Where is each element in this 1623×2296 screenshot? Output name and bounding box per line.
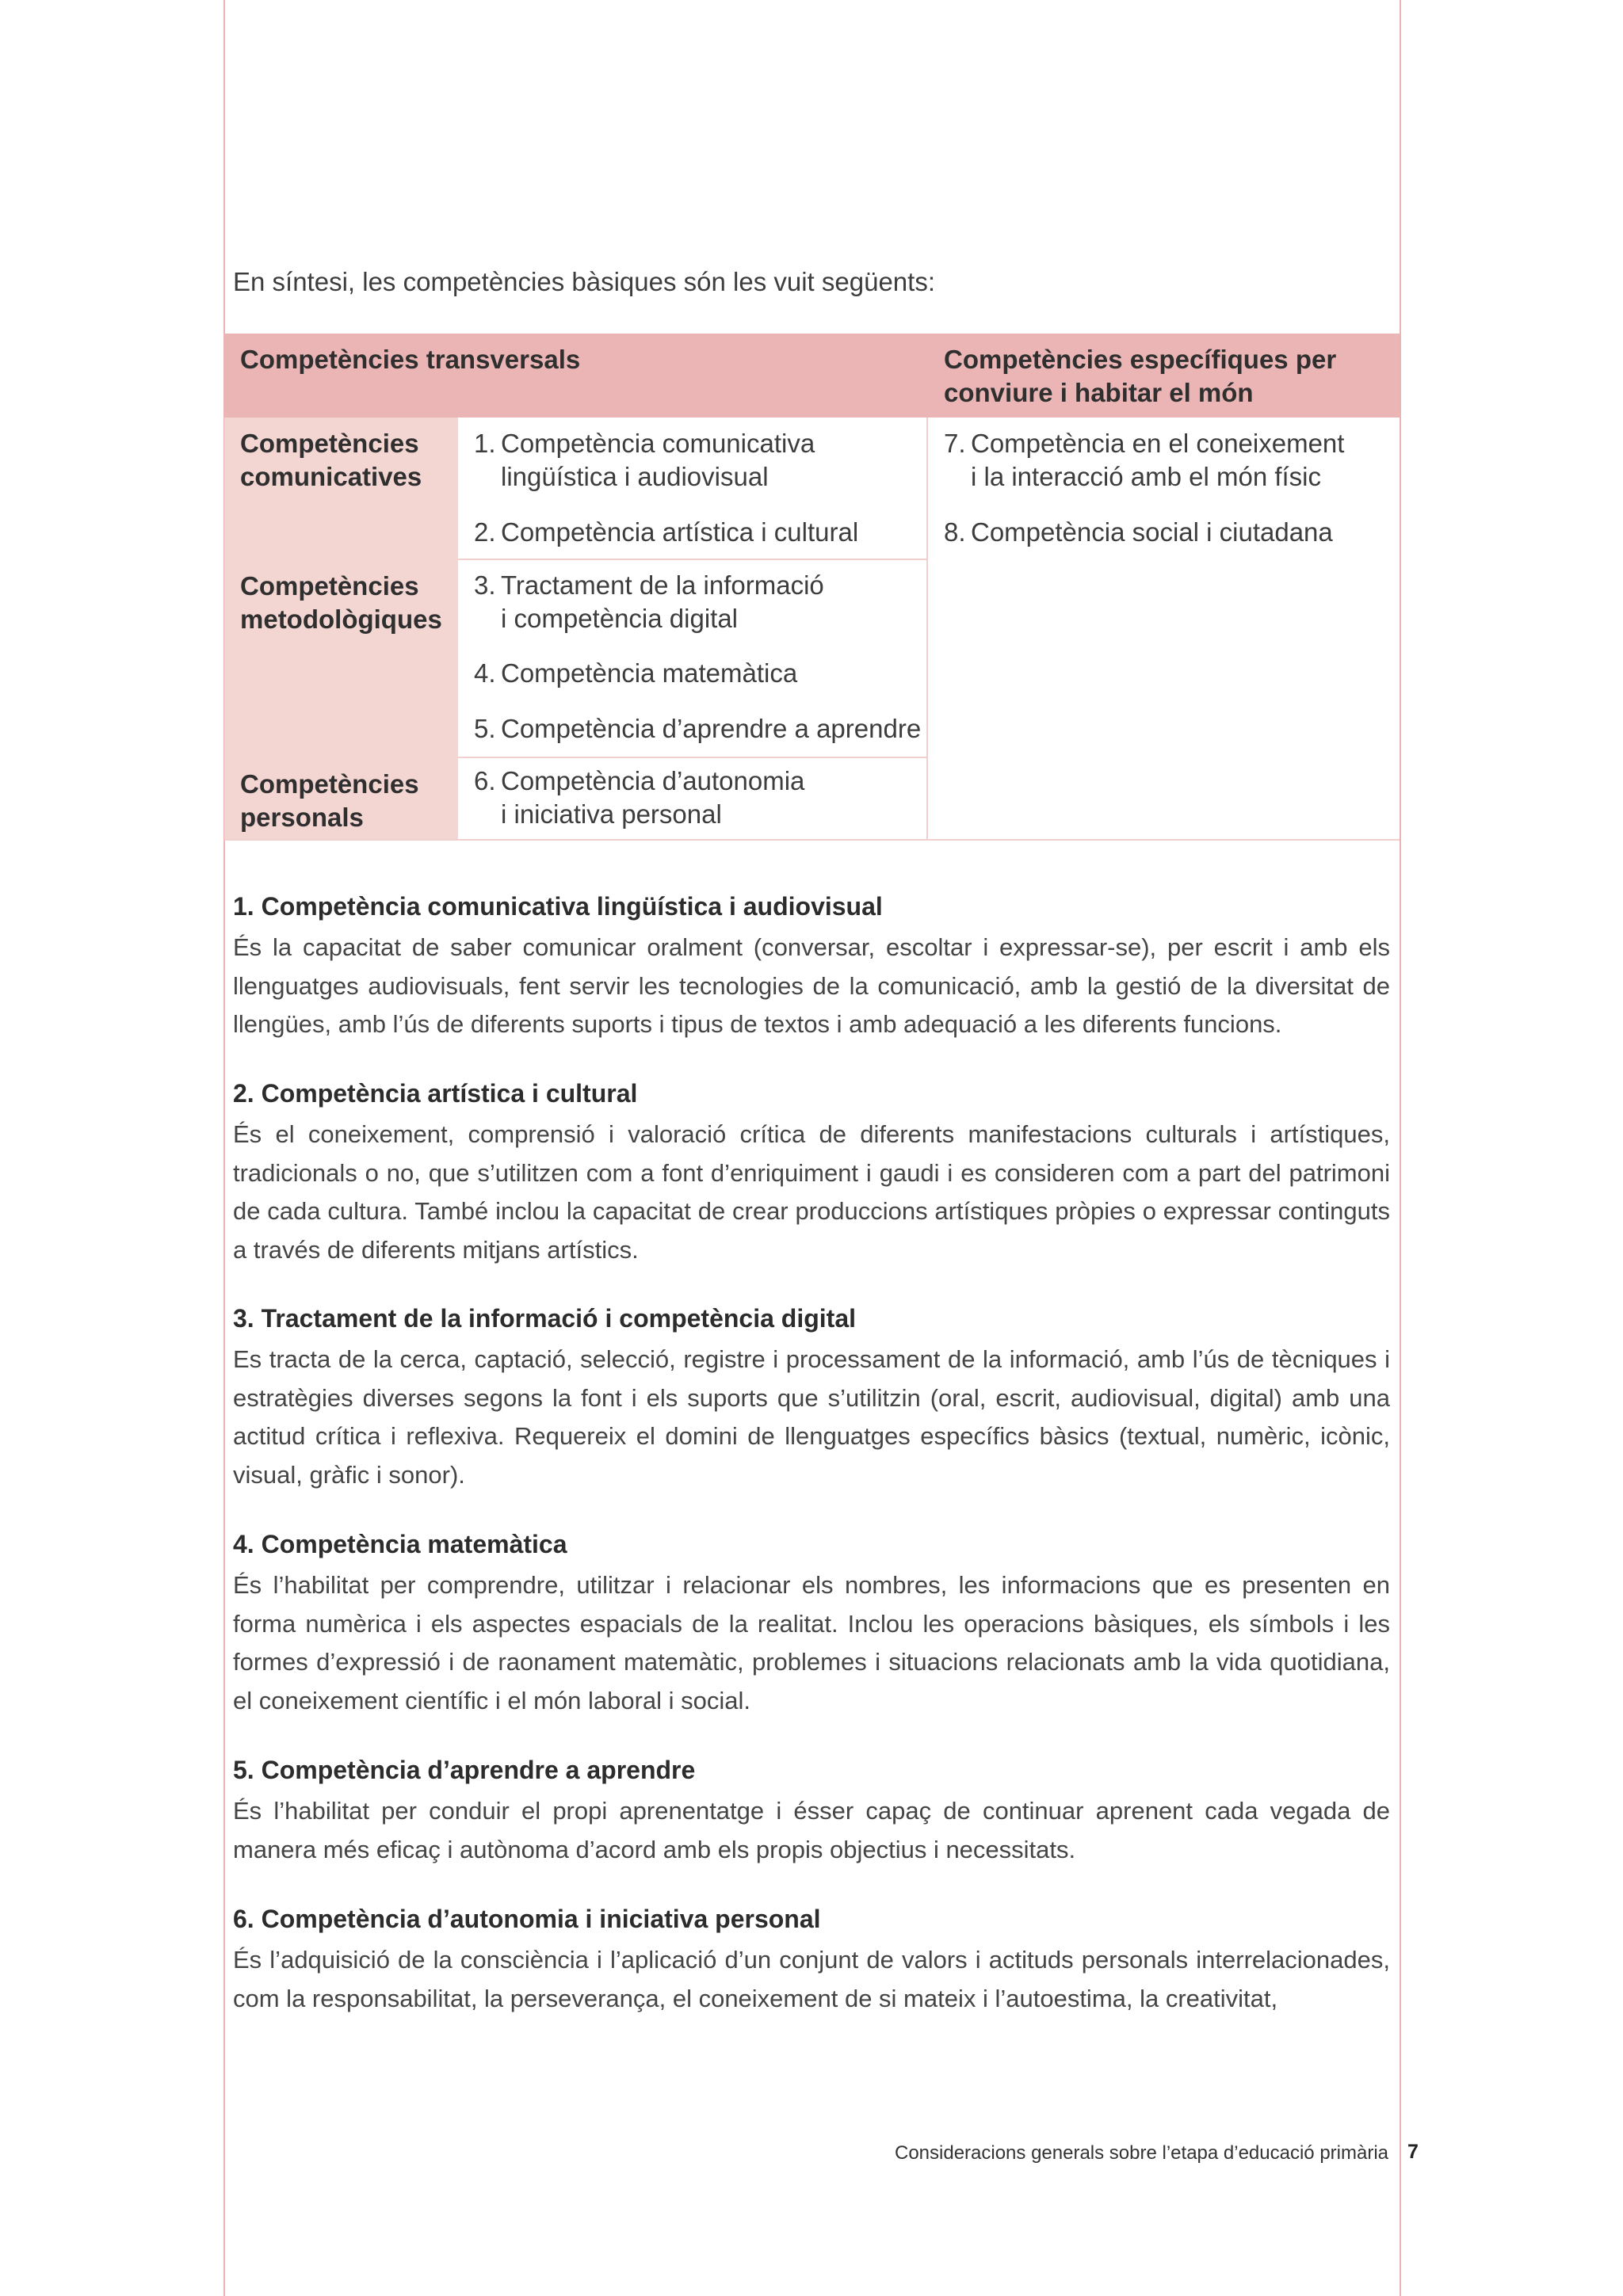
- table-divider: [458, 559, 928, 560]
- item-line2: i la interacció amb el món físic: [971, 462, 1322, 491]
- header-specific: [928, 334, 1400, 418]
- item-8: [928, 516, 1400, 549]
- page-frame-right: [1400, 0, 1401, 2296]
- item-5: [458, 712, 928, 746]
- category-personals: [224, 758, 458, 841]
- item-number: 3.: [474, 570, 496, 600]
- category-metodologiques: [224, 560, 458, 758]
- item-number: 2.: [474, 517, 496, 547]
- section-title: 6. Competència d’autonomia i iniciativa personal: [233, 1905, 821, 1933]
- section-4: [233, 1527, 1390, 1720]
- item-2: [458, 516, 928, 549]
- item-1: [458, 427, 928, 494]
- section-body: És la capacitat de saber comunicar oralment (conversar, escoltar i expressar-se), per escrit i amb els llenguatges audiovisuals, fent servir les tecnologies de la comunicació, amb la gestió de la diversitat de llengües, amb l’ús de diferents suports i tipus de textos i amb adequació a les diferents funcions.: [233, 933, 1390, 1038]
- item-line2: lingüística i audiovisual: [501, 462, 769, 491]
- item-line2: i competència digital: [501, 604, 738, 633]
- page-number: 7: [1407, 2141, 1419, 2163]
- section-title: 1. Competència comunicativa lingüística i audiovisual: [233, 892, 883, 921]
- section-1: [233, 889, 1390, 1044]
- category-line1: Competències: [240, 429, 419, 458]
- section-body: És l’adquisició de la consciència i l’aplicació d’un conjunt de valors i actituds personals interrelacionades, com la responsabilitat, la perseverança, el coneixement de si mateix i l’autoestima, la creativitat,: [233, 1946, 1390, 2012]
- category-line2: comunicatives: [240, 462, 422, 491]
- section-title: 5. Competència d’aprendre a aprendre: [233, 1756, 696, 1784]
- item-line1: Competència social i ciutadana: [971, 517, 1333, 547]
- item-line1: Competència d’autonomia: [501, 766, 805, 795]
- section-body: És l’habilitat per comprendre, utilitzar i relacionar els nombres, les informacions que es presenten en forma numèrica i els aspectes espacials de la realitat. Inclou les operacions bàsiques, els símbols i les formes d’expressió i de raonament matemàtic, problemes i situacions relacionats amb la vida quotidiana, el coneixement científic i el món laboral i social.: [233, 1571, 1390, 1714]
- item-3: [458, 569, 928, 635]
- item-number: 8.: [944, 517, 966, 547]
- intro-text: En síntesi, les competències bàsiques són les vuit següents:: [233, 267, 935, 296]
- item-number: 7.: [944, 429, 966, 458]
- header-specific-line1: Competències específiques per: [944, 345, 1337, 374]
- table-divider: [926, 418, 928, 841]
- section-2: [233, 1076, 1390, 1269]
- item-line1: Competència en el coneixement: [971, 429, 1345, 458]
- section-5: [233, 1753, 1390, 1869]
- table-bottom-border: [224, 839, 1400, 841]
- section-title: 2. Competència artística i cultural: [233, 1079, 638, 1108]
- header-specific-line2: conviure i habitar el món: [944, 378, 1254, 407]
- category-line1: Competències: [240, 769, 419, 799]
- item-number: 5.: [474, 714, 496, 743]
- category-line2: personals: [240, 803, 364, 832]
- item-6: [458, 765, 928, 831]
- item-line1: Competència comunicativa: [501, 429, 815, 458]
- section-6: [233, 1901, 1390, 2018]
- section-title: 4. Competència matemàtica: [233, 1530, 567, 1558]
- section-body: És el coneixement, comprensió i valoració crítica de diferents manifestacions culturals i artístiques, tradicionals o no, que s’utilitzen com a font d’enriquiment i gaudi i es consideren com a part del patrimoni de cada cultura. També inclou la capacitat de crear produccions artístiques pròpies o expressar continguts a través de diferents mitjans artístics.: [233, 1120, 1390, 1264]
- header-transversal: [224, 334, 928, 418]
- header-transversal-label: Competències transversals: [240, 345, 581, 374]
- item-number: 1.: [474, 429, 496, 458]
- item-number: 6.: [474, 766, 496, 795]
- section-body: És l’habilitat per conduir el propi aprenentatge i ésser capaç de continuar aprenent cada vegada de manera més eficaç i autònoma d’acord amb els propis objectius i necessitats.: [233, 1797, 1390, 1863]
- item-number: 4.: [474, 658, 496, 688]
- section-3: [233, 1301, 1390, 1494]
- item-line1: Tractament de la informació: [501, 570, 824, 600]
- item-line1: Competència artística i cultural: [501, 517, 859, 547]
- category-line2: metodològiques: [240, 605, 442, 634]
- item-line1: Competència matemàtica: [501, 658, 798, 688]
- item-line1: Competència d’aprendre a aprendre: [501, 714, 922, 743]
- running-footer: Consideracions generals sobre l’etapa d’educació primària: [894, 2142, 1388, 2164]
- item-line2: i iniciativa personal: [501, 799, 722, 829]
- category-comunicatives: [224, 418, 458, 560]
- item-4: [458, 657, 928, 690]
- section-title: 3. Tractament de la informació i competència digital: [233, 1304, 856, 1333]
- category-line1: Competències: [240, 571, 419, 601]
- section-body: Es tracta de la cerca, captació, selecció, registre i processament de la informació, amb l’ús de tècniques i estratègies diverses segons la font i els suports que s’utilitzin (oral, escrit, audiovisual, digital) amb una actitud crítica i reflexiva. Requereix el domini de llenguatges específics bàsics (textual, numèric, icònic, visual, gràfic i sonor).: [233, 1345, 1390, 1489]
- competencies-table: [224, 334, 1400, 841]
- item-7: [928, 427, 1400, 494]
- table-divider: [458, 757, 928, 758]
